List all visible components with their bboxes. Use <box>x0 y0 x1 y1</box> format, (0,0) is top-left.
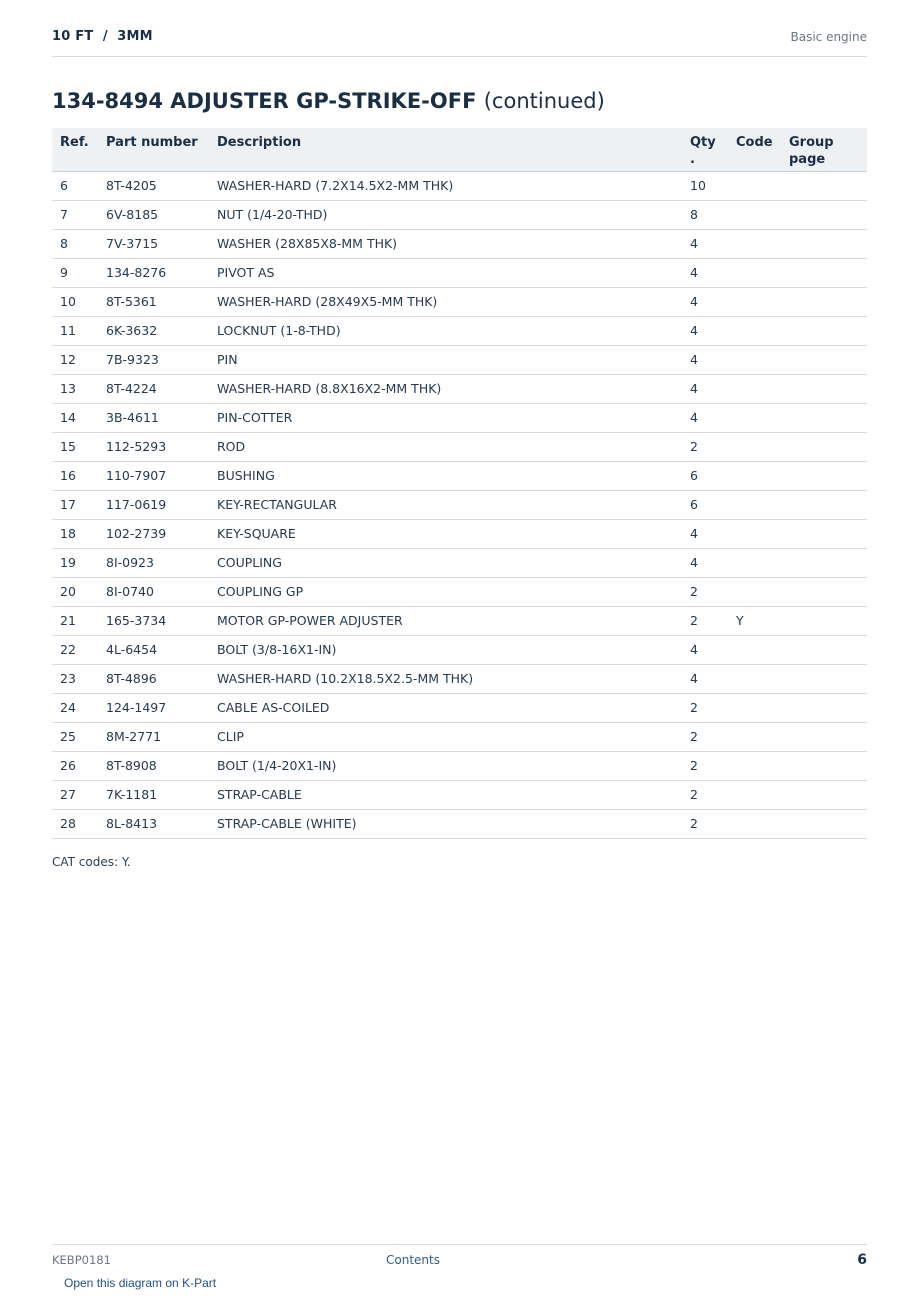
ref-cell: 25 <box>52 722 98 751</box>
qty-cell: 2 <box>682 577 728 606</box>
part-number-cell: 8T-8908 <box>98 751 209 780</box>
ref-cell: 20 <box>52 577 98 606</box>
open-diagram-link[interactable]: Open this diagram on K-Part <box>64 1276 217 1290</box>
ref-cell: 7 <box>52 200 98 229</box>
part-number-cell: 7V-3715 <box>98 229 209 258</box>
table-row <box>52 229 867 258</box>
qty-cell: 6 <box>682 490 728 519</box>
table-header-row <box>52 128 867 171</box>
ref-cell: 12 <box>52 345 98 374</box>
part-number-cell: 6K-3632 <box>98 316 209 345</box>
code-cell <box>728 200 781 229</box>
group-page-cell <box>781 693 867 722</box>
group-page-cell <box>781 664 867 693</box>
group-page-cell <box>781 316 867 345</box>
group-page-cell <box>781 606 867 635</box>
qty-cell: 8 <box>682 200 728 229</box>
code-cell <box>728 403 781 432</box>
code-cell <box>728 258 781 287</box>
group-page-cell <box>781 287 867 316</box>
table-row <box>52 258 867 287</box>
code-cell <box>728 316 781 345</box>
code-cell <box>728 432 781 461</box>
page-header <box>52 28 867 57</box>
table-row <box>52 432 867 461</box>
ref-cell: 18 <box>52 519 98 548</box>
header-part-number: Part number <box>98 128 209 171</box>
code-cell <box>728 722 781 751</box>
ref-cell: 24 <box>52 693 98 722</box>
table-row <box>52 171 867 200</box>
part-number-cell: 8T-4896 <box>98 664 209 693</box>
table-row <box>52 548 867 577</box>
qty-cell: 4 <box>682 403 728 432</box>
description-cell: WASHER-HARD (10.2X18.5X2.5-MM THK) <box>209 664 682 693</box>
description-cell: WASHER-HARD (8.8X16X2-MM THK) <box>209 374 682 403</box>
ref-cell: 9 <box>52 258 98 287</box>
description-cell: CABLE AS-COILED <box>209 693 682 722</box>
group-page-cell <box>781 780 867 809</box>
section-label: Basic engine <box>790 30 867 44</box>
table-row <box>52 606 867 635</box>
part-number-cell: 102-2739 <box>98 519 209 548</box>
code-cell <box>728 548 781 577</box>
ref-cell: 11 <box>52 316 98 345</box>
table-row <box>52 751 867 780</box>
group-page-cell <box>781 432 867 461</box>
title-main: 134-8494 ADJUSTER GP-STRIKE-OFF <box>52 89 477 113</box>
table-row <box>52 635 867 664</box>
description-cell: BOLT (3/8-16X1-IN) <box>209 635 682 664</box>
qty-cell: 2 <box>682 693 728 722</box>
description-cell: MOTOR GP-POWER ADJUSTER <box>209 606 682 635</box>
group-page-cell <box>781 461 867 490</box>
code-cell <box>728 693 781 722</box>
model-label: 10 FT / 3MM <box>52 29 153 44</box>
ref-cell: 14 <box>52 403 98 432</box>
qty-cell: 2 <box>682 809 728 838</box>
qty-cell: 4 <box>682 635 728 664</box>
description-cell: COUPLING <box>209 548 682 577</box>
table-row <box>52 519 867 548</box>
description-cell: PIVOT AS <box>209 258 682 287</box>
table-row <box>52 403 867 432</box>
table-row <box>52 490 867 519</box>
page-number: 6 <box>857 1252 867 1268</box>
ref-cell: 28 <box>52 809 98 838</box>
parts-table-body <box>52 171 867 838</box>
qty-cell: 4 <box>682 374 728 403</box>
table-row <box>52 287 867 316</box>
part-number-cell: 165-3734 <box>98 606 209 635</box>
group-page-cell <box>781 200 867 229</box>
header-qty: Qty . <box>682 128 728 171</box>
group-page-cell <box>781 722 867 751</box>
header-group-page: Group page <box>781 128 867 171</box>
title-suffix: (continued) <box>483 89 605 113</box>
group-page-cell <box>781 229 867 258</box>
code-cell <box>728 577 781 606</box>
part-number-cell: 112-5293 <box>98 432 209 461</box>
group-page-cell <box>781 635 867 664</box>
description-cell: STRAP-CABLE <box>209 780 682 809</box>
code-cell <box>728 229 781 258</box>
part-number-cell: 8T-4224 <box>98 374 209 403</box>
code-cell <box>728 664 781 693</box>
ref-cell: 23 <box>52 664 98 693</box>
parts-table <box>52 128 867 839</box>
code-cell <box>728 374 781 403</box>
description-cell: LOCKNUT (1-8-THD) <box>209 316 682 345</box>
group-page-cell <box>781 171 867 200</box>
header-description: Description <box>209 128 682 171</box>
part-number-cell: 110-7907 <box>98 461 209 490</box>
table-row <box>52 316 867 345</box>
part-number-cell: 8I-0740 <box>98 577 209 606</box>
code-cell <box>728 490 781 519</box>
description-cell: WASHER-HARD (28X49X5-MM THK) <box>209 287 682 316</box>
ref-cell: 27 <box>52 780 98 809</box>
qty-cell: 4 <box>682 258 728 287</box>
header-ref: Ref. <box>52 128 98 171</box>
code-cell: Y <box>728 606 781 635</box>
ref-cell: 6 <box>52 171 98 200</box>
description-cell: WASHER (28X85X8-MM THK) <box>209 229 682 258</box>
description-cell: BUSHING <box>209 461 682 490</box>
table-row <box>52 374 867 403</box>
table-row <box>52 664 867 693</box>
ref-cell: 17 <box>52 490 98 519</box>
ref-cell: 19 <box>52 548 98 577</box>
code-cell <box>728 519 781 548</box>
qty-cell: 2 <box>682 432 728 461</box>
qty-cell: 6 <box>682 461 728 490</box>
ref-cell: 10 <box>52 287 98 316</box>
qty-cell: 2 <box>682 780 728 809</box>
group-page-cell <box>781 258 867 287</box>
group-page-cell <box>781 374 867 403</box>
description-cell: BOLT (1/4-20X1-IN) <box>209 751 682 780</box>
description-cell: WASHER-HARD (7.2X14.5X2-MM THK) <box>209 171 682 200</box>
qty-cell: 4 <box>682 548 728 577</box>
description-cell: ROD <box>209 432 682 461</box>
group-page-cell <box>781 548 867 577</box>
qty-cell: 4 <box>682 519 728 548</box>
qty-cell: 4 <box>682 287 728 316</box>
part-number-cell: 8T-4205 <box>98 171 209 200</box>
qty-cell: 4 <box>682 316 728 345</box>
code-cell <box>728 751 781 780</box>
cat-codes-note: CAT codes: Y. <box>52 855 131 869</box>
qty-cell: 2 <box>682 722 728 751</box>
table-row <box>52 693 867 722</box>
description-cell: KEY-RECTANGULAR <box>209 490 682 519</box>
page-title <box>52 89 605 113</box>
description-cell: COUPLING GP <box>209 577 682 606</box>
code-cell <box>728 809 781 838</box>
table-row <box>52 461 867 490</box>
part-number-cell: 134-8276 <box>98 258 209 287</box>
code-cell <box>728 345 781 374</box>
group-page-cell <box>781 751 867 780</box>
qty-cell: 4 <box>682 229 728 258</box>
group-page-cell <box>781 345 867 374</box>
part-number-cell: 117-0619 <box>98 490 209 519</box>
qty-cell: 2 <box>682 751 728 780</box>
table-row <box>52 200 867 229</box>
part-number-cell: 6V-8185 <box>98 200 209 229</box>
ref-cell: 16 <box>52 461 98 490</box>
part-number-cell: 8M-2771 <box>98 722 209 751</box>
table-row <box>52 780 867 809</box>
code-cell <box>728 780 781 809</box>
table-row <box>52 722 867 751</box>
qty-cell: 10 <box>682 171 728 200</box>
description-cell: KEY-SQUARE <box>209 519 682 548</box>
table-row <box>52 809 867 838</box>
description-cell: PIN-COTTER <box>209 403 682 432</box>
ref-cell: 22 <box>52 635 98 664</box>
code-cell <box>728 461 781 490</box>
qty-cell: 4 <box>682 345 728 374</box>
ref-cell: 8 <box>52 229 98 258</box>
footer-divider <box>52 1244 867 1245</box>
group-page-cell <box>781 490 867 519</box>
part-number-cell: 3B-4611 <box>98 403 209 432</box>
part-number-cell: 124-1497 <box>98 693 209 722</box>
header-code: Code <box>728 128 781 171</box>
description-cell: STRAP-CABLE (WHITE) <box>209 809 682 838</box>
table-row <box>52 577 867 606</box>
part-number-cell: 8I-0923 <box>98 548 209 577</box>
ref-cell: 21 <box>52 606 98 635</box>
code-cell <box>728 635 781 664</box>
part-number-cell: 7K-1181 <box>98 780 209 809</box>
group-page-cell <box>781 809 867 838</box>
part-number-cell: 8T-5361 <box>98 287 209 316</box>
description-cell: CLIP <box>209 722 682 751</box>
qty-cell: 2 <box>682 606 728 635</box>
qty-cell: 4 <box>682 664 728 693</box>
code-cell <box>728 171 781 200</box>
group-page-cell <box>781 577 867 606</box>
ref-cell: 13 <box>52 374 98 403</box>
doc-code: KEBP0181 <box>52 1253 111 1267</box>
part-number-cell: 4L-6454 <box>98 635 209 664</box>
ref-cell: 26 <box>52 751 98 780</box>
group-page-cell <box>781 403 867 432</box>
group-page-cell <box>781 519 867 548</box>
ref-cell: 15 <box>52 432 98 461</box>
code-cell <box>728 287 781 316</box>
part-number-cell: 8L-8413 <box>98 809 209 838</box>
description-cell: NUT (1/4-20-THD) <box>209 200 682 229</box>
contents-link[interactable]: Contents <box>386 1253 440 1267</box>
description-cell: PIN <box>209 345 682 374</box>
table-row <box>52 345 867 374</box>
part-number-cell: 7B-9323 <box>98 345 209 374</box>
